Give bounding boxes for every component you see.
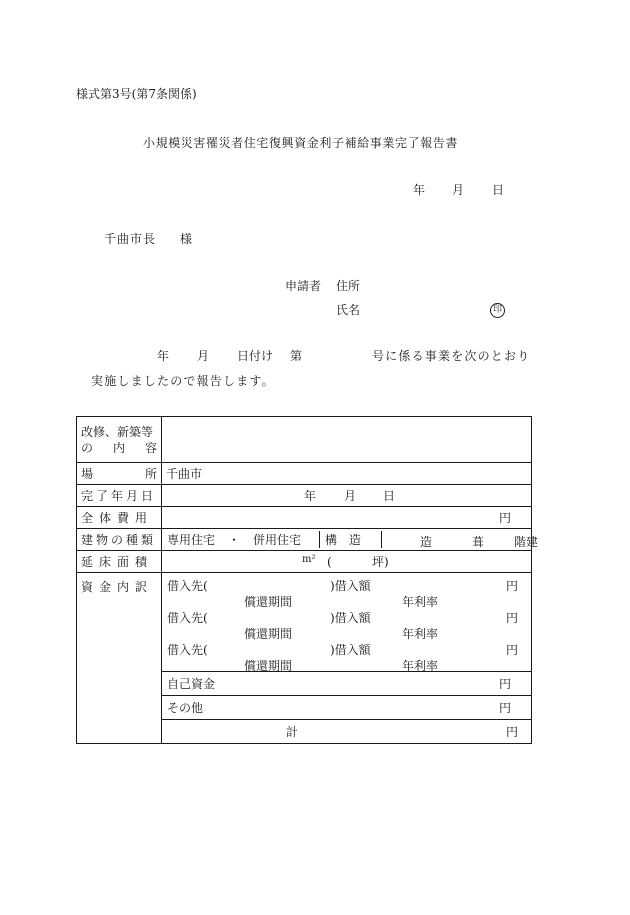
completion-month: 月: [344, 489, 357, 503]
applicant-label: 申請者: [285, 279, 322, 293]
loan-1-line2[interactable]: [162, 591, 531, 607]
form-number: 様式第3号(第7条関係): [76, 87, 197, 101]
row-funds-loans: [77, 573, 532, 672]
funds-total-label: 計: [286, 725, 299, 739]
structure-zo: 造: [420, 535, 433, 549]
place-label-sho: 所: [144, 467, 157, 481]
loan-2-line1[interactable]: [162, 607, 531, 623]
loan-2-amount: )借入額: [330, 611, 371, 625]
label-total-cost: 全体費用: [77, 507, 162, 529]
addressee-name: 千曲市長: [104, 232, 157, 246]
loan-2-yen: 円: [506, 611, 519, 625]
loan-3-rate: 年利率: [402, 659, 439, 673]
work-label-nai: 内: [112, 440, 125, 455]
loan-3-line1[interactable]: [162, 639, 531, 655]
work-label-no: の: [81, 440, 94, 455]
row-building-type: [77, 529, 532, 551]
loan-3-period: 償還期間: [244, 659, 293, 673]
work-content-value[interactable]: [162, 417, 532, 463]
work-label-line2: [81, 440, 157, 456]
total-cost-value[interactable]: [162, 507, 532, 529]
building-type-value: [162, 529, 539, 551]
completion-date-value[interactable]: [162, 485, 532, 507]
structure-value[interactable]: [381, 531, 539, 549]
body-line2: 実施しましたので報告します。: [91, 374, 275, 388]
label-building-type: 建物の種類: [77, 529, 162, 551]
own-funds-yen: 円: [498, 677, 511, 691]
total-cost-yen: 円: [498, 511, 511, 525]
structure-label: 構 造: [319, 531, 381, 548]
body-month: 月: [197, 349, 210, 363]
completion-day: 日: [383, 489, 396, 503]
own-funds-label: 自己資金: [167, 677, 216, 691]
other-funds-value[interactable]: [162, 696, 532, 720]
row-total-cost: [77, 507, 532, 529]
loan-3-lender: 借入先(: [167, 643, 208, 657]
row-completion-date: [77, 485, 532, 507]
loan-2-rate: 年利率: [402, 627, 439, 641]
place-city: 千曲市: [166, 467, 203, 481]
body-number-prefix: 第: [290, 349, 303, 363]
own-funds-value[interactable]: [162, 672, 532, 696]
row-floor-area: [77, 551, 532, 573]
work-label-you: 容: [144, 440, 157, 455]
label-work-content: [77, 417, 162, 463]
option-separator: ・: [228, 533, 241, 547]
funds-total-value[interactable]: [162, 720, 532, 744]
label-place: [77, 463, 162, 485]
loan-2-lender: 借入先(: [167, 611, 208, 625]
floor-area-paren: (: [327, 555, 332, 569]
body-line1-rest: 号に係る事業を次のとおり: [372, 349, 531, 363]
loan-2-period: 償還期間: [244, 627, 293, 641]
other-funds-label: その他: [167, 701, 204, 715]
loans-block: [162, 573, 532, 672]
date-year: 年: [413, 183, 426, 197]
loan-2-line2[interactable]: [162, 623, 531, 639]
floor-area-value[interactable]: [162, 551, 532, 573]
floor-area-m2: m²: [302, 554, 316, 565]
date-month: 月: [452, 183, 465, 197]
label-completion-date: 完了年月日: [77, 485, 162, 507]
loan-1-rate: 年利率: [402, 595, 439, 609]
addressee-honorific: 様: [180, 232, 193, 246]
name-label: 氏名: [336, 303, 361, 317]
seal-mark: 印: [490, 302, 505, 318]
loan-3-yen: 円: [506, 643, 519, 657]
document-title: 小規模災害罹災者住宅復興資金利子補給事業完了報告書: [143, 136, 459, 150]
body-year: 年: [157, 349, 170, 363]
label-funds-breakdown: 資金内訳: [77, 573, 162, 744]
loan-3-line2[interactable]: [162, 655, 531, 671]
work-label-line1: 改修、新築等: [81, 424, 154, 439]
option-dedicated-house[interactable]: 専用住宅: [167, 533, 216, 547]
address-label: 住所: [336, 279, 361, 293]
building-kind-options: [162, 531, 319, 548]
structure-fuki: 葺: [472, 535, 485, 549]
loan-3-amount: )借入額: [330, 643, 371, 657]
option-combined-house[interactable]: 併用住宅: [253, 533, 302, 547]
date-day: 日: [492, 183, 505, 197]
loan-1-lender: 借入先(: [167, 579, 208, 593]
floor-area-tsubo: 坪): [372, 555, 389, 569]
body-dated: 日付け: [237, 349, 274, 363]
place-value[interactable]: [162, 463, 532, 485]
label-floor-area: 延床面積: [77, 551, 162, 573]
place-label-ba: 場: [81, 467, 94, 481]
loan-1-period: 償還期間: [244, 595, 293, 609]
loan-1-line1[interactable]: [162, 575, 531, 591]
other-funds-yen: 円: [498, 701, 511, 715]
completion-year: 年: [304, 489, 317, 503]
row-work-content: [77, 417, 532, 463]
loan-1-yen: 円: [506, 579, 519, 593]
funds-total-yen: 円: [506, 725, 519, 739]
structure-floors: 階建: [514, 535, 539, 549]
report-table: [76, 416, 539, 744]
row-place: [77, 463, 532, 485]
loan-1-amount: )借入額: [330, 579, 371, 593]
